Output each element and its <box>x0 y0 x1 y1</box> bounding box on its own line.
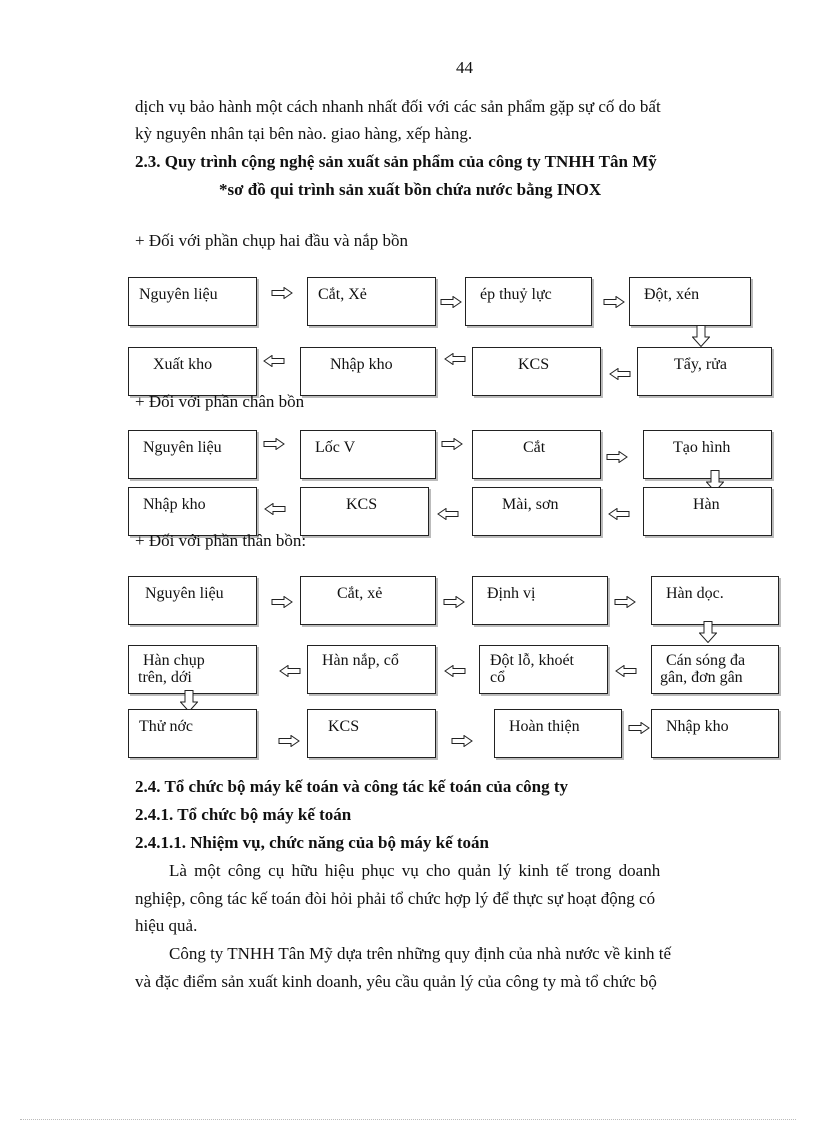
d3-box-kcs <box>307 709 436 758</box>
d3-box-label: Hàn nắp, cổ <box>322 652 399 669</box>
d2-box-label: Hàn <box>693 496 720 513</box>
diagram2-caption: + Đối với phần chân bồn <box>135 392 305 411</box>
arrow-right-icon <box>451 735 473 747</box>
d3-box-han-doc <box>651 576 779 625</box>
d3-box-label: Hàn dọc. <box>666 585 724 602</box>
arrow-left-icon <box>608 508 630 520</box>
arrow-right-icon <box>440 296 462 308</box>
arrow-right-icon <box>614 596 636 608</box>
arrow-right-icon <box>628 722 650 734</box>
paragraph-2-line-1: Công ty TNHH Tân Mỹ dựa trên những quy định của nhà nước về kinh tế <box>169 944 672 963</box>
d3-box-label: Hoàn thiện <box>509 718 580 735</box>
d3-box-label-line2: cổ <box>490 669 506 686</box>
d1-box-cat-xe <box>307 277 436 326</box>
paragraph-2-line-2: và đặc điểm sản xuất kinh doanh, yêu cầu quản lý của công ty mà tổ chức bộ <box>135 972 657 991</box>
d2-box-han <box>643 487 772 536</box>
d2-box-cat <box>472 430 601 479</box>
d2-box-label: Lốc V <box>315 439 356 456</box>
d2-box-mai-son <box>472 487 601 536</box>
d3-box-dinh-vi <box>472 576 608 625</box>
d1-box-label: Nguyên liệu <box>139 286 218 303</box>
arrow-down-icon <box>692 325 710 347</box>
d3-box-han-nap-co <box>307 645 436 694</box>
d3-box-label-line2: gân, đơn gân <box>660 669 743 686</box>
intro-line-1: dịch vụ bảo hành một cách nhanh nhất đối với các sản phẩm gặp sự cố do bất <box>135 97 661 116</box>
d3-box-label: KCS <box>328 718 360 735</box>
d2-box-nguyen-lieu <box>128 430 257 479</box>
d1-box-dot-xen <box>629 277 751 326</box>
d1-box-label: KCS <box>518 356 550 373</box>
d3-box-label: Cán sóng đa <box>666 652 746 669</box>
arrow-right-icon <box>606 451 628 463</box>
d2-box-label: Cắt <box>523 439 546 456</box>
arrow-right-icon <box>278 735 300 747</box>
paragraph-1-line-2: nghiệp, công tác kế toán đòi hỏi phải tổ chức hợp lý để thực sự hoạt động có <box>135 889 656 908</box>
paragraph-1-line-3: hiệu quả. <box>135 916 198 935</box>
d3-box-label: Thử nớc <box>139 718 194 735</box>
arrow-right-icon <box>443 596 465 608</box>
d1-box-nhap-kho <box>300 347 436 396</box>
d2-box-label: KCS <box>346 496 378 513</box>
d2-box-loc-v <box>300 430 436 479</box>
section-2-4-heading: 2.4. Tổ chức bộ máy kế toán và công tác kế toán của công ty <box>135 777 568 796</box>
arrow-left-icon <box>609 368 631 380</box>
d3-box-dot-lo <box>479 645 608 694</box>
d1-box-label: Nhập kho <box>330 356 393 373</box>
arrow-right-icon <box>441 438 463 450</box>
d1-box-label: ép thuỷ lực <box>480 286 552 303</box>
arrow-right-icon <box>271 287 293 299</box>
d1-box-label: Cắt, Xẻ <box>318 286 367 303</box>
d2-box-nhap-kho <box>128 487 257 536</box>
d1-box-nguyen-lieu <box>128 277 257 326</box>
d2-box-label: Tạo hình <box>673 439 731 456</box>
arrow-right-icon <box>271 596 293 608</box>
d3-box-label: Nhập kho <box>666 718 729 735</box>
d1-box-label: Xuất kho <box>153 356 213 373</box>
d3-box-can-song <box>651 645 779 694</box>
arrow-left-icon <box>263 355 285 367</box>
d1-box-xuat-kho <box>128 347 257 396</box>
d3-box-thu-nuoc <box>128 709 257 758</box>
intro-line-2: kỳ nguyên nhân tại bên nào. giao hàng, xếp hàng. <box>135 124 473 143</box>
section-2-4-1-heading: 2.4.1. Tổ chức bộ máy kế toán <box>135 805 352 824</box>
arrow-left-icon <box>444 665 466 677</box>
arrow-left-icon <box>437 508 459 520</box>
page-number: 44 <box>456 58 473 77</box>
d1-box-kcs <box>472 347 601 396</box>
arrow-down-icon <box>699 621 717 643</box>
d3-box-hoan-thien <box>494 709 622 758</box>
section-2-4-1-1-heading: 2.4.1.1. Nhiệm vụ, chức năng của bộ máy kế toán <box>135 833 490 852</box>
d3-box-label: Nguyên liệu <box>145 585 224 602</box>
d3-box-label: Hàn chụp <box>143 652 205 669</box>
diagram1-caption: + Đối với phần chụp hai đầu và nắp bồn <box>135 231 409 250</box>
arrow-left-icon <box>279 665 301 677</box>
d1-box-ep-thuy-luc <box>465 277 592 326</box>
diagram3-caption: + Đối với phần thân bồn: <box>135 531 307 550</box>
paragraph-1-line-1: Là một công cụ hữu hiệu phục vụ cho quản lý kinh tế trong doanh <box>169 861 661 880</box>
d3-box-nguyen-lieu <box>128 576 257 625</box>
d3-box-label: Định vị <box>487 585 536 602</box>
d1-box-label: Tẩy, rửa <box>674 356 727 373</box>
d3-box-label: Cắt, xẻ <box>337 585 383 602</box>
arrow-left-icon <box>615 665 637 677</box>
d3-box-nhap-kho <box>651 709 779 758</box>
d2-box-label: Nguyên liệu <box>143 439 222 456</box>
arrow-left-icon <box>444 353 466 365</box>
d3-box-label: Đột lỗ, khoét <box>490 652 574 669</box>
d1-box-label: Đột, xén <box>644 286 700 303</box>
d1-box-tay-rua <box>637 347 772 396</box>
d2-box-label: Nhập kho <box>143 496 206 513</box>
page-bottom-rule <box>20 1119 796 1120</box>
d3-box-cat-xe <box>300 576 436 625</box>
section-2-3-heading: 2.3. Quy trình cộng nghệ sản xuất sản phẩm của công ty TNHH Tân Mỹ <box>135 152 657 171</box>
d2-box-kcs <box>300 487 429 536</box>
d3-box-han-chup <box>128 645 257 694</box>
arrow-right-icon <box>603 296 625 308</box>
arrow-right-icon <box>263 438 285 450</box>
section-2-3-subheading: *sơ đồ qui trình sản xuất bồn chứa nước bằng INOX <box>219 180 602 199</box>
d3-box-label-line2: trên, dới <box>138 669 192 686</box>
arrow-left-icon <box>264 503 286 515</box>
d2-box-label: Mài, sơn <box>502 496 559 513</box>
